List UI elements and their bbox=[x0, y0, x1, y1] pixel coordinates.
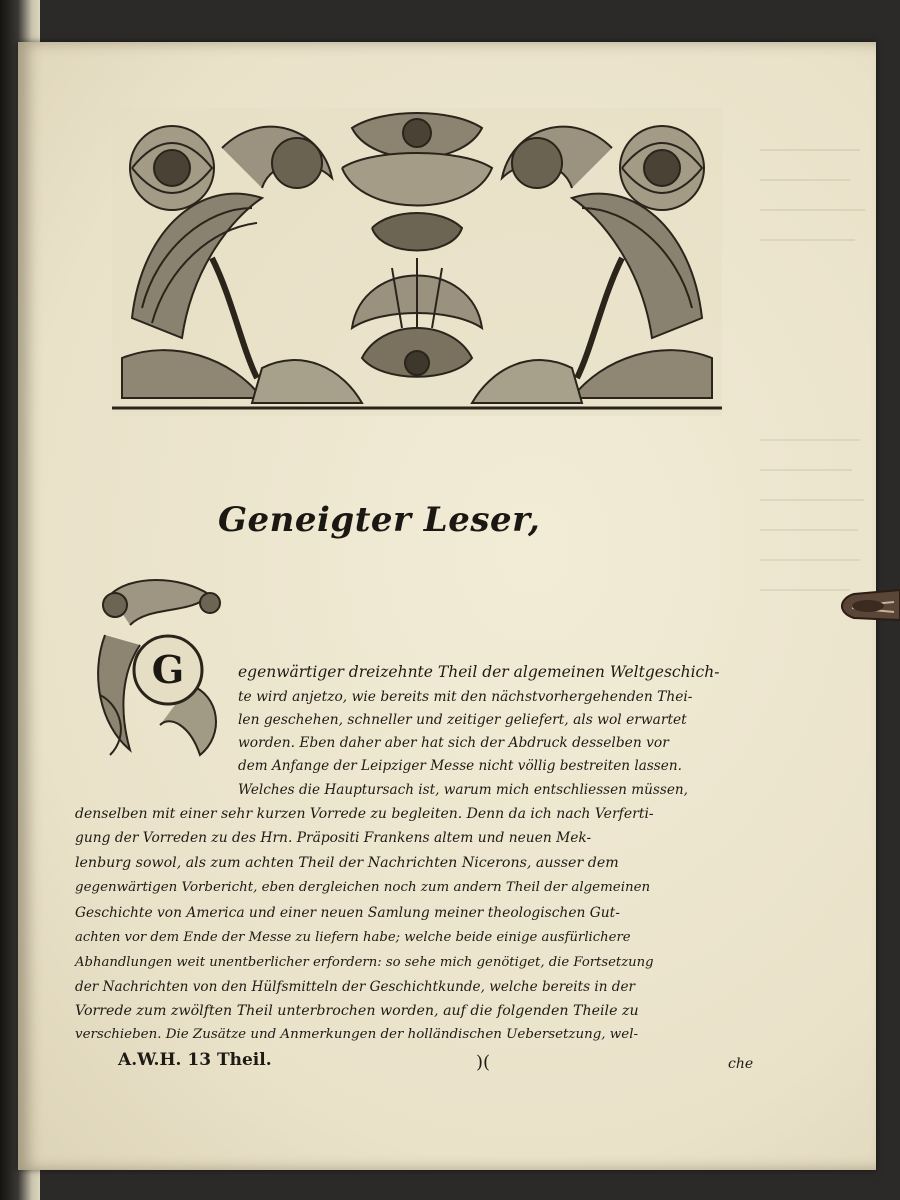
bleed-through-texture bbox=[760, 140, 870, 1140]
body-line: dem Anfange der Leipziger Messe nicht völlig bestreiten lassen. bbox=[238, 758, 682, 774]
body-line: egenwärtiger dreizehnte Theil der algemeinen Weltgeschich- bbox=[238, 663, 720, 681]
catchword: che bbox=[728, 1056, 754, 1072]
body-line: Vorrede zum zwölften Theil unterbrochen worden, auf die folgenden Theile zu bbox=[75, 1003, 639, 1019]
body-line: te wird anjetzo, wie bereits mit den nächstvorhergehenden Thei- bbox=[238, 689, 693, 705]
sheet-mark: )( bbox=[476, 1052, 491, 1073]
body-line: len geschehen, schneller und zeitiger geliefert, als wol erwartet bbox=[238, 712, 687, 728]
body-line: verschieben. Die Zusätze und Anmerkungen der holländischen Uebersetzung, wel- bbox=[75, 1027, 638, 1042]
body-line: lenburg sowol, als zum achten Theil der Nachrichten Nicerons, ausser dem bbox=[75, 855, 619, 871]
body-line: Welches die Hauptursach ist, warum mich entschliessen müssen, bbox=[238, 782, 688, 798]
body-line: worden. Eben daher aber hat sich der Abdruck desselben vor bbox=[238, 735, 669, 751]
body-line: gegenwärtigen Vorbericht, eben dergleichen noch zum andern Theil der algemeinen bbox=[75, 880, 651, 895]
ornamental-initial bbox=[90, 575, 230, 760]
signature-mark: A.W.H. 13 Theil. bbox=[118, 1050, 272, 1070]
body-line: gung der Vorreden zu des Hrn. Präpositi Frankens altem und neuen Mek- bbox=[75, 830, 592, 846]
body-line: Geschichte von America und einer neuen Samlung meiner theologischen Gut- bbox=[75, 905, 620, 921]
body-line: der Nachrichten von den Hülfsmitteln der Geschichtkunde, welche bereits in der bbox=[75, 979, 636, 995]
heading: Geneigter Leser, bbox=[218, 500, 541, 540]
book-clasp bbox=[834, 586, 900, 624]
initial-letter: G bbox=[151, 647, 185, 692]
ornamental-headpiece bbox=[112, 108, 722, 416]
body-line: denselben mit einer sehr kurzen Vorrede zu begleiten. Denn da ich nach Verferti- bbox=[75, 806, 654, 822]
body-line: achten vor dem Ende der Messe zu liefern habe; welche beide einige ausfürlichere bbox=[75, 930, 631, 945]
body-line: Abhandlungen weit unentberlicher erfordern: so sehe mich genötiget, die Fortsetzung bbox=[75, 955, 654, 970]
